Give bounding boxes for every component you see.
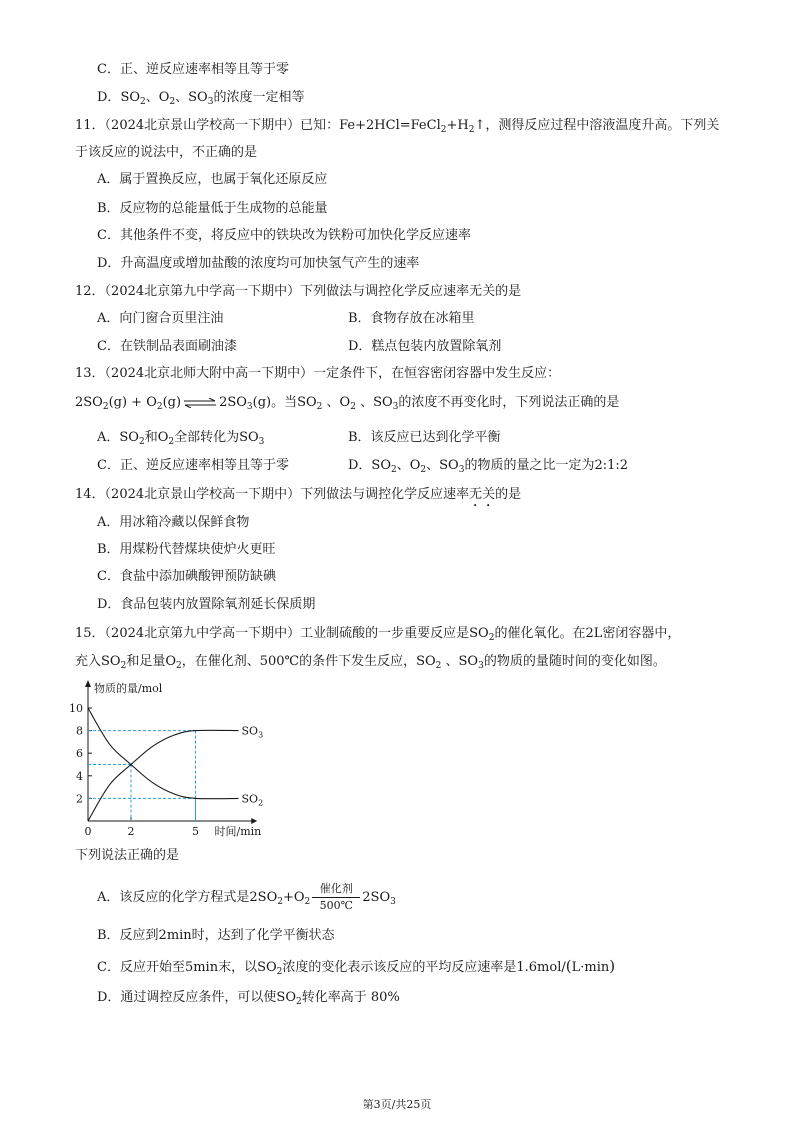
q14-stem: 14．（2024北京景山学校高一下期中）下列做法与调控化学反应速率无关的是	[75, 487, 522, 502]
q11-option-d: D．升高温度或增加盐酸的浓度均可加快氢气产生的速率	[97, 256, 420, 271]
q14-option-c: C．食盐中添加碘酸钾预防缺碘	[97, 569, 276, 584]
x-tick-label: 5	[192, 825, 199, 838]
q11-option-b: B．反应物的总能量低于生成物的总能量	[97, 201, 328, 216]
q15-option-a: A．该反应的化学方程式是$2SO_2+O_2$催化剂 $500℃2SO_3$	[97, 882, 396, 912]
q10-option-d: D．$SO_2$、$O_2$、$SO_3$的浓度一定相等	[97, 90, 305, 107]
q14-option-b: B．用煤粉代替煤块使炉火更旺	[97, 542, 276, 557]
q14-option-d: D．食品包装内放置除氧剂延长保质期	[97, 597, 316, 612]
q15-option-c: C．反应开始至5min末，以$SO_2$浓度的变化表示该反应的平均反应速率是1.6mol/(L·min)	[97, 957, 616, 977]
q14-option-a: A．用冰箱冷藏以保鲜食物	[97, 515, 250, 530]
series-label-so3: $SO_3$	[241, 724, 264, 740]
q13-stem: 13．（2024北京北师大附中高一下期中）一定条件下，在恒容密闭容器中发生反应：	[75, 366, 561, 381]
q11-stem-line2: 于该反应的说法中，不正确的是	[75, 145, 258, 160]
q15-option-d: D．通过调控反应条件，可以使$SO_2$转化率高于 80%	[97, 990, 400, 1007]
reaction-condition: 催化剂 500℃	[312, 882, 360, 913]
q12-option-a: A．向门窗合页里注油	[97, 311, 224, 326]
y-tick-label: 4	[76, 769, 83, 783]
page-footer: 第3页/共25页	[362, 1098, 432, 1111]
q13-option-b: B．该反应已达到化学平衡	[348, 430, 501, 445]
q12-option-d: D．糕点包装内放置除氧剂	[348, 339, 502, 354]
q13-option-c: C．正、逆反应速率相等且等于零	[97, 458, 289, 473]
series-label-so2: $SO_2$	[241, 792, 264, 808]
q13-option-d: D．$SO_2$、$O_2$、$SO_3$的物质的量之比一定为2:1:2	[348, 458, 629, 475]
x-axis-label: 时间/min	[214, 825, 262, 838]
y-axis-label: 物质的量/mol	[94, 682, 163, 695]
q11-option-c: C．其他条件不变，将反应中的铁块改为铁粉可加快化学反应速率	[97, 228, 471, 243]
y-tick-label: 6	[76, 747, 83, 761]
y-tick-label: 8	[76, 724, 83, 738]
q15-stem: 15．（2024北京第九中学高一下期中）工业制硫酸的一步重要反应是$SO_2$的催化氧化。在2L密闭容器中，	[75, 626, 681, 643]
y-axis-arrow-icon	[85, 680, 91, 687]
x-tick-label: 2	[127, 825, 135, 838]
q15-prompt: 下列说法正确的是	[75, 848, 180, 863]
series-line-so3	[88, 730, 239, 821]
amount-vs-time-chart	[66, 680, 306, 840]
q12-stem: 12．（2024北京第九中学高一下期中）下列做法与调控化学反应速率无关的是	[75, 284, 522, 299]
q11-stem: 11．（2024北京景山学校高一下期中）已知：$Fe+2HCl=FeCl_2+H_2↑$，测得反应过程中溶液温度升高。下列关	[75, 118, 720, 135]
q11-option-a: A．属于置换反应，也属于氧化还原反应	[97, 172, 328, 187]
series-line-so2	[88, 708, 239, 799]
q13-equation: $2SO_2(g) + O_2(g)$ $2SO_3(g)$。当$SO_2$ 、$O_2$ 、$SO_3$的浓度不再变化时，下列说法正确的是	[75, 395, 620, 412]
q10-option-c: C．正、逆反应速率相等且等于零	[97, 62, 289, 77]
q15-stem-line2: 充入$SO_2$和足量$O_2$，在催化剂、500℃的条件下发生反应，$SO_2$ 、$SO_3$的物质的量随时间的变化如图。	[75, 654, 666, 671]
x-tick-label: 0	[84, 825, 92, 838]
q13-option-a: A．$SO_2$和$O_2$全部转化为$SO_3$	[97, 430, 265, 447]
equilibrium-arrow-icon	[183, 398, 217, 408]
y-tick-label: 2	[76, 792, 83, 806]
q12-option-b: B．食物存放在冰箱里	[348, 311, 475, 326]
q12-option-c: C．在铁制品表面刷油漆	[97, 339, 237, 354]
x-axis-arrow-icon	[251, 818, 257, 824]
y-tick-label: 10	[69, 702, 83, 715]
q15-option-b: B．反应到2min时，达到了化学平衡状态	[97, 928, 335, 943]
